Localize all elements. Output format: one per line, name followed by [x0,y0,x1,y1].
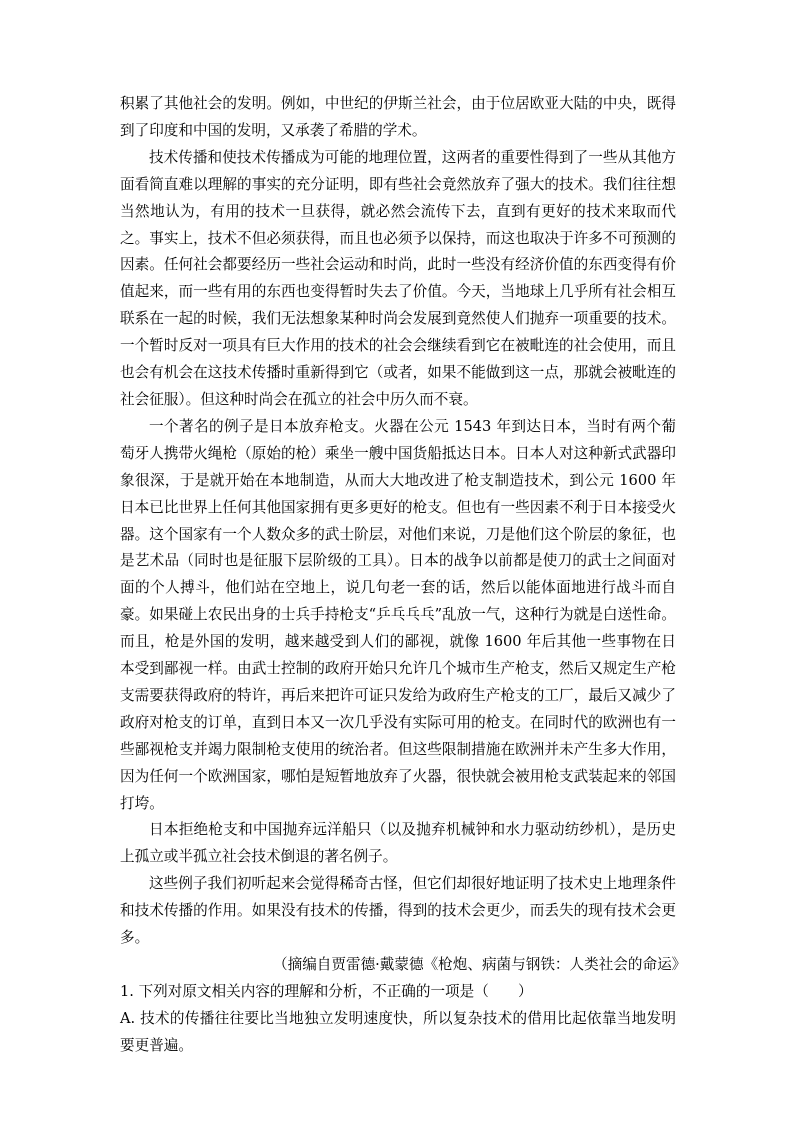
article-body [120,91,687,1060]
question-stem: 1. 下列对原文相关内容的理解和分析，不正确的一项是（ ） [120,982,533,1000]
source-citation: （摘编自贾雷德·戴蒙德《枪炮、病菌与钢铁：人类社会的命运》 [273,956,687,973]
paragraph-conclusion: 这些例子我们初听起来会觉得稀奇古怪，但它们却很好地证明了技术史上地理条件和技术传播的作用。如果没有技术的传播，得到的技术会更少，而丢失的现有技术会更多。 [120,875,676,947]
paragraph-continuation: 积累了其他社会的发明。例如，中世纪的伊斯兰社会，由于位居欧亚大陆的中央，既得到了印度和中国的发明，又承袭了希腊的学术。 [120,95,676,139]
paragraph-regression-examples: 日本拒绝枪支和中国抛弃远洋船只（以及抛弃机械钟和水力驱动纺纱机），是历史上孤立或半孤立社会技术倒退的著名例子。 [120,821,676,866]
paragraph-technology-diffusion: 技术传播和使技术传播成为可能的地理位置，这两者的重要性得到了一些从其他方面看简直难以理解的事实的充分证明，即有些社会竟然放弃了强大的技术。我们往往想当然地认为，有用的技术一旦获得，就必然会流传下去，直到有更好的技术来取而代之。事实上，技术不但必须获得，而且也必须予以保持，而这也取决于许多不可预测的因素。任何社会都要经历一些社会运动和时尚，此时一些没有经济价值的东西变得有价值起来，而一些有用的东西也变得暂时失去了价值。今天，当地球上几乎所有社会相互联系在一起的时候，我们无法想象某种时尚会发展到竟然使人们抛弃一项重要的技术。一个暂时反对一项具有巨大作用的技术的社会会继续看到它在被毗连的社会使用，而且也会有机会在这技术传播时重新得到它（或者，如果不能做到这一点，那就会被毗连的社会征服）。但这种时尚会在孤立的社会中历久而不衰。 [120,148,676,408]
question-option-a: A. 技术的传播往往要比当地独立发明速度快，所以复杂技术的借用比起依靠当地发明要更普遍。 [120,1009,676,1054]
paragraph-japan-guns: 一个著名的例子是日本放弃枪支。火器在公元 1543 年到达日本，当时有两个葡萄牙人携带火绳枪（原始的枪）乘坐一艘中国货船抵达日本。日本人对这种新式武器印象很深，于是就开始在本地制造，从而大大地改进了枪支制造技术，到公元 1600 年日本已比世界上任何其他国家拥有更多更好的枪支。但也有一些因素不利于日本接受火器。这个国家有一个人数众多的武士阶层，对他们来说，刀是他们这个阶层的象征，也是艺术品（同时也是征服下层阶级的工具）。日本的战争以前都是使刀的武士之间面对面的个人搏斗，他们站在空地上，说几句老一套的话，然后以能体面地进行战斗而自豪。如果碰上农民出身的士兵手持枪支“乒乓乓乓”乱放一气，这种行为就是白送性命。而且，枪是外国的发明，越来越受到人们的鄙视，就像 1600 年后其他一些事物在日本受到鄙视一样。由武士控制的政府开始只允许几个城市生产枪支，然后又规定生产枪支需要获得政府的特许，再后来把许可证只发给为政府生产枪支的工厂，最后又减少了政府对枪支的订单，直到日本又一次几乎没有实际可用的枪支。在同时代的欧洲也有一些鄙视枪支并竭力限制枪支使用的统治者。但这些限制措施在欧洲并未产生多大作用，因为任何一个欧洲国家，哪怕是短暂地放弃了火器，很快就会被用枪支武装起来的邻国打垮。 [120,417,676,812]
